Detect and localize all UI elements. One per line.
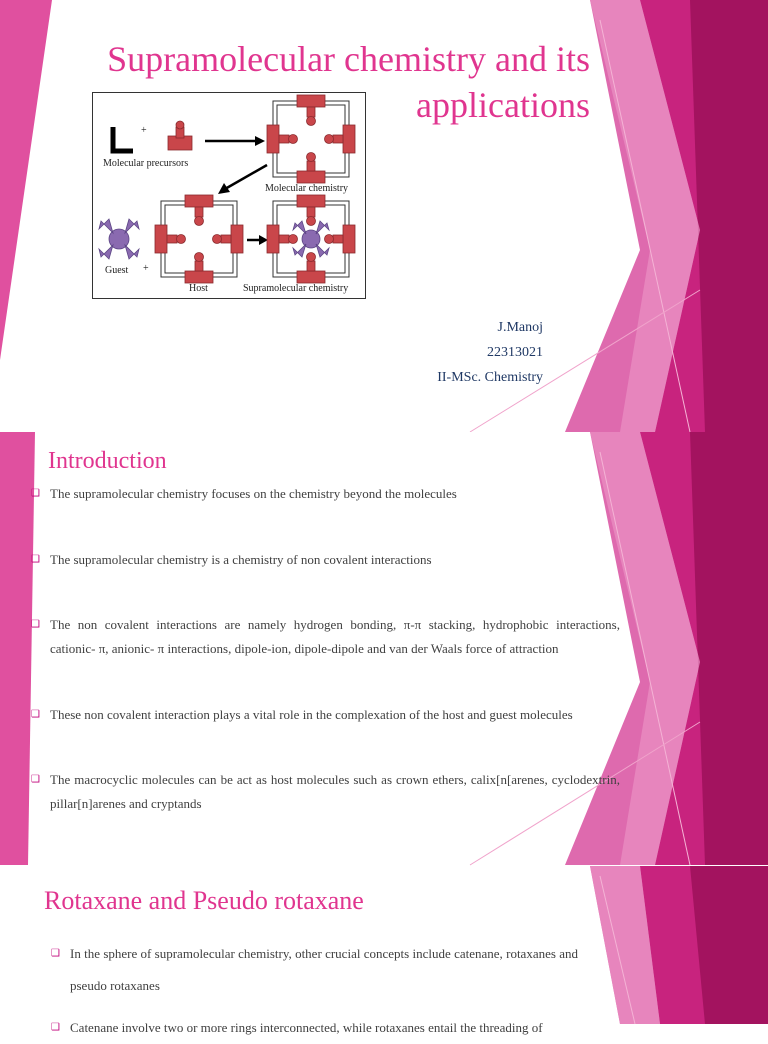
slide-3	[0, 866, 768, 1035]
slide-2	[0, 432, 768, 865]
label-supramolecular-chemistry: Supramolecular chemistry	[243, 283, 349, 294]
label-molecular-precursors: Molecular precursors	[103, 158, 189, 169]
list-item: ❑ The supramolecular chemistry focuses on the chemistry beyond the molecules	[50, 482, 620, 506]
author-name: J.Manoj	[497, 320, 543, 335]
list-item: ❑ These non covalent interaction plays a vital role in the complexation of the host and guest molecules	[50, 703, 620, 727]
list-item: ❑ Catenane involve two or more rings interconnected, while rotaxanes entail the threading of	[70, 1012, 578, 1044]
svg-text:+: +	[143, 263, 149, 274]
list-item: ❑ The non covalent interactions are namely hydrogen bonding, π-π stacking, hydrophobic interactions, cationic- π, anionic- π interactions, dipole-ion, dipole-dipole and van der Waals force of attraction	[50, 613, 620, 661]
supramolecular-diagram	[92, 92, 366, 299]
bullet-marker-icon: ❑	[31, 774, 40, 785]
bullet-marker-icon: ❑	[31, 619, 40, 630]
slide-1	[0, 0, 768, 432]
author-id: 22313021	[487, 345, 543, 360]
svg-text:+: +	[141, 125, 147, 136]
list-item: ❑ The macrocyclic molecules can be act as host molecules such as crown ethers, calix[n[arenes, cyclodextrin, pillar[n]arenes and cryptands	[50, 768, 620, 816]
bullet-marker-icon: ❑	[31, 488, 40, 499]
slide-title: Supramolecular chemistry and its applications	[107, 39, 590, 125]
label-host: Host	[189, 283, 208, 294]
label-guest: Guest	[105, 265, 129, 276]
section-title: Rotaxane and Pseudo rotaxane	[44, 886, 364, 915]
list-item: ❑ In the sphere of supramolecular chemistry, other crucial concepts include catenane, rotaxanes and pseudo rotaxanes	[70, 938, 578, 1002]
bullet-marker-icon: ❑	[31, 709, 40, 720]
bullet-marker-icon: ❑	[51, 948, 60, 959]
section-title: Introduction	[48, 448, 167, 474]
author-course: II-MSc. Chemistry	[437, 370, 543, 385]
bullet-marker-icon: ❑	[51, 1022, 60, 1033]
list-item: ❑ The supramolecular chemistry is a chemistry of non covalent interactions	[50, 548, 620, 572]
label-molecular-chemistry: Molecular chemistry	[265, 183, 349, 194]
bullet-marker-icon: ❑	[31, 554, 40, 565]
